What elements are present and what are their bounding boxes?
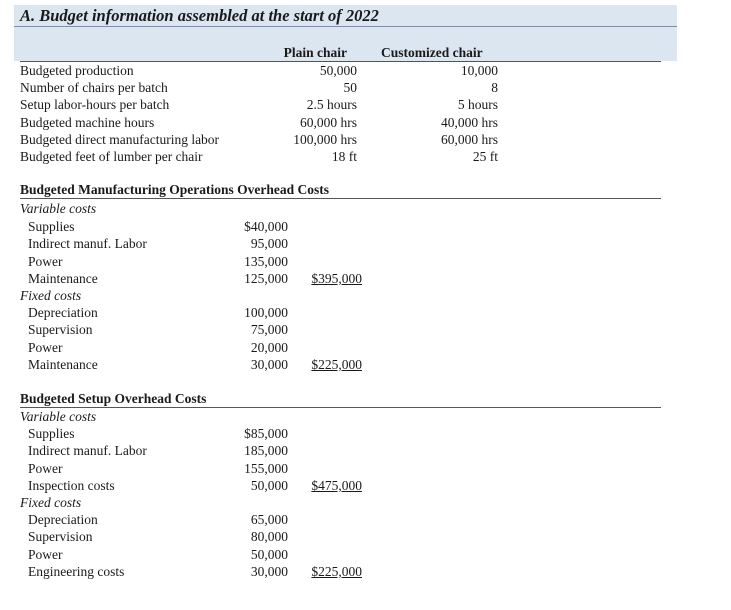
cost-line-amount: 185,000 bbox=[244, 443, 288, 459]
cost-line-amount: 80,000 bbox=[250, 529, 288, 545]
budget-row-plain-value: 2.5 hours bbox=[306, 97, 357, 113]
cost-line-amount: 65,000 bbox=[250, 512, 288, 527]
budget-row-custom-value: 40,000 hrs bbox=[441, 114, 498, 130]
budget-row-plain-value: 50 bbox=[343, 80, 357, 96]
cost-line-amount: $85,000 bbox=[244, 426, 288, 441]
budget-row-plain-value: 60,000 hrs bbox=[300, 114, 357, 130]
budget-row-custom-value: 60,000 hrs bbox=[441, 131, 498, 147]
budget-row-label: Budgeted direct manufacturing labor bbox=[20, 131, 220, 147]
cost-line-label: Depreciation bbox=[28, 512, 98, 527]
cost-line-amount: 100,000 bbox=[244, 305, 288, 320]
cost-line-label: Inspection costs bbox=[28, 477, 115, 493]
mfg-heading-rule bbox=[20, 198, 661, 199]
budget-row-label: Budgeted production bbox=[20, 63, 134, 78]
cost-line-amount: 155,000 bbox=[244, 460, 288, 476]
cost-line-amount: 30,000 bbox=[250, 563, 288, 579]
cost-line-amount: 50,000 bbox=[250, 477, 288, 493]
cost-line-label: Maintenance bbox=[28, 356, 98, 372]
cost-group-total: $225,000 bbox=[311, 563, 362, 579]
cost-line-label: Indirect manuf. Labor bbox=[28, 443, 147, 459]
cost-line-label: Depreciation bbox=[28, 305, 98, 320]
column-header-plain: Plain chair bbox=[283, 45, 347, 60]
budget-row-label: Number of chairs per batch bbox=[20, 80, 168, 96]
cost-line-amount: 75,000 bbox=[250, 322, 288, 338]
cost-line-label: Engineering costs bbox=[28, 563, 125, 579]
cost-line-label: Supervision bbox=[28, 322, 93, 338]
setup-heading-rule bbox=[20, 407, 661, 408]
budget-row-plain-value: 18 ft bbox=[331, 149, 357, 164]
setup-heading: Budgeted Setup Overhead Costs bbox=[20, 391, 207, 406]
cost-line-label: Power bbox=[28, 253, 63, 269]
cost-line-label: Supplies bbox=[28, 426, 75, 441]
budget-row-plain-value: 50,000 bbox=[319, 63, 357, 78]
cost-group-total: $395,000 bbox=[311, 270, 362, 286]
cost-line-label: Maintenance bbox=[28, 270, 98, 286]
page-title: A. Budget information assembled at the start of 2022 bbox=[20, 6, 379, 25]
setup-fixed-label: Fixed costs bbox=[20, 495, 82, 510]
title-rule bbox=[14, 26, 677, 27]
cost-line-amount: 50,000 bbox=[250, 546, 288, 562]
budget-row-plain-value: 100,000 hrs bbox=[293, 131, 357, 147]
setup-variable-label: Variable costs bbox=[20, 409, 97, 424]
budget-row-label: Budgeted feet of lumber per chair bbox=[20, 149, 203, 164]
cost-line-label: Supplies bbox=[28, 219, 75, 234]
cost-line-amount: 30,000 bbox=[250, 356, 288, 372]
cost-line-label: Power bbox=[28, 339, 63, 355]
cost-line-amount: $40,000 bbox=[244, 219, 288, 234]
mfg-variable-label: Variable costs bbox=[20, 201, 97, 216]
cost-line-label: Power bbox=[28, 460, 63, 476]
cost-line-amount: 135,000 bbox=[244, 253, 288, 269]
cost-line-label: Indirect manuf. Labor bbox=[28, 236, 147, 252]
budget-row-custom-value: 5 hours bbox=[457, 97, 498, 113]
budget-row-custom-value: 10,000 bbox=[460, 63, 498, 78]
cost-group-total: $225,000 bbox=[311, 356, 362, 372]
cost-line-amount: 20,000 bbox=[250, 339, 288, 355]
budget-row-custom-value: 8 bbox=[491, 80, 498, 96]
cost-line-amount: 125,000 bbox=[244, 270, 288, 286]
budget-row-label: Setup labor-hours per batch bbox=[20, 97, 170, 113]
budget-row-custom-value: 25 ft bbox=[472, 149, 498, 164]
mfg-fixed-label: Fixed costs bbox=[20, 288, 82, 303]
column-header-custom: Customized chair bbox=[381, 45, 483, 60]
cost-group-total: $475,000 bbox=[311, 477, 362, 493]
cost-line-label: Power bbox=[28, 546, 63, 562]
cost-line-label: Supervision bbox=[28, 529, 93, 545]
mfg-heading: Budgeted Manufacturing Operations Overhead Costs bbox=[20, 182, 330, 197]
cost-line-amount: 95,000 bbox=[250, 236, 288, 252]
budget-row-label: Budgeted machine hours bbox=[20, 114, 155, 130]
